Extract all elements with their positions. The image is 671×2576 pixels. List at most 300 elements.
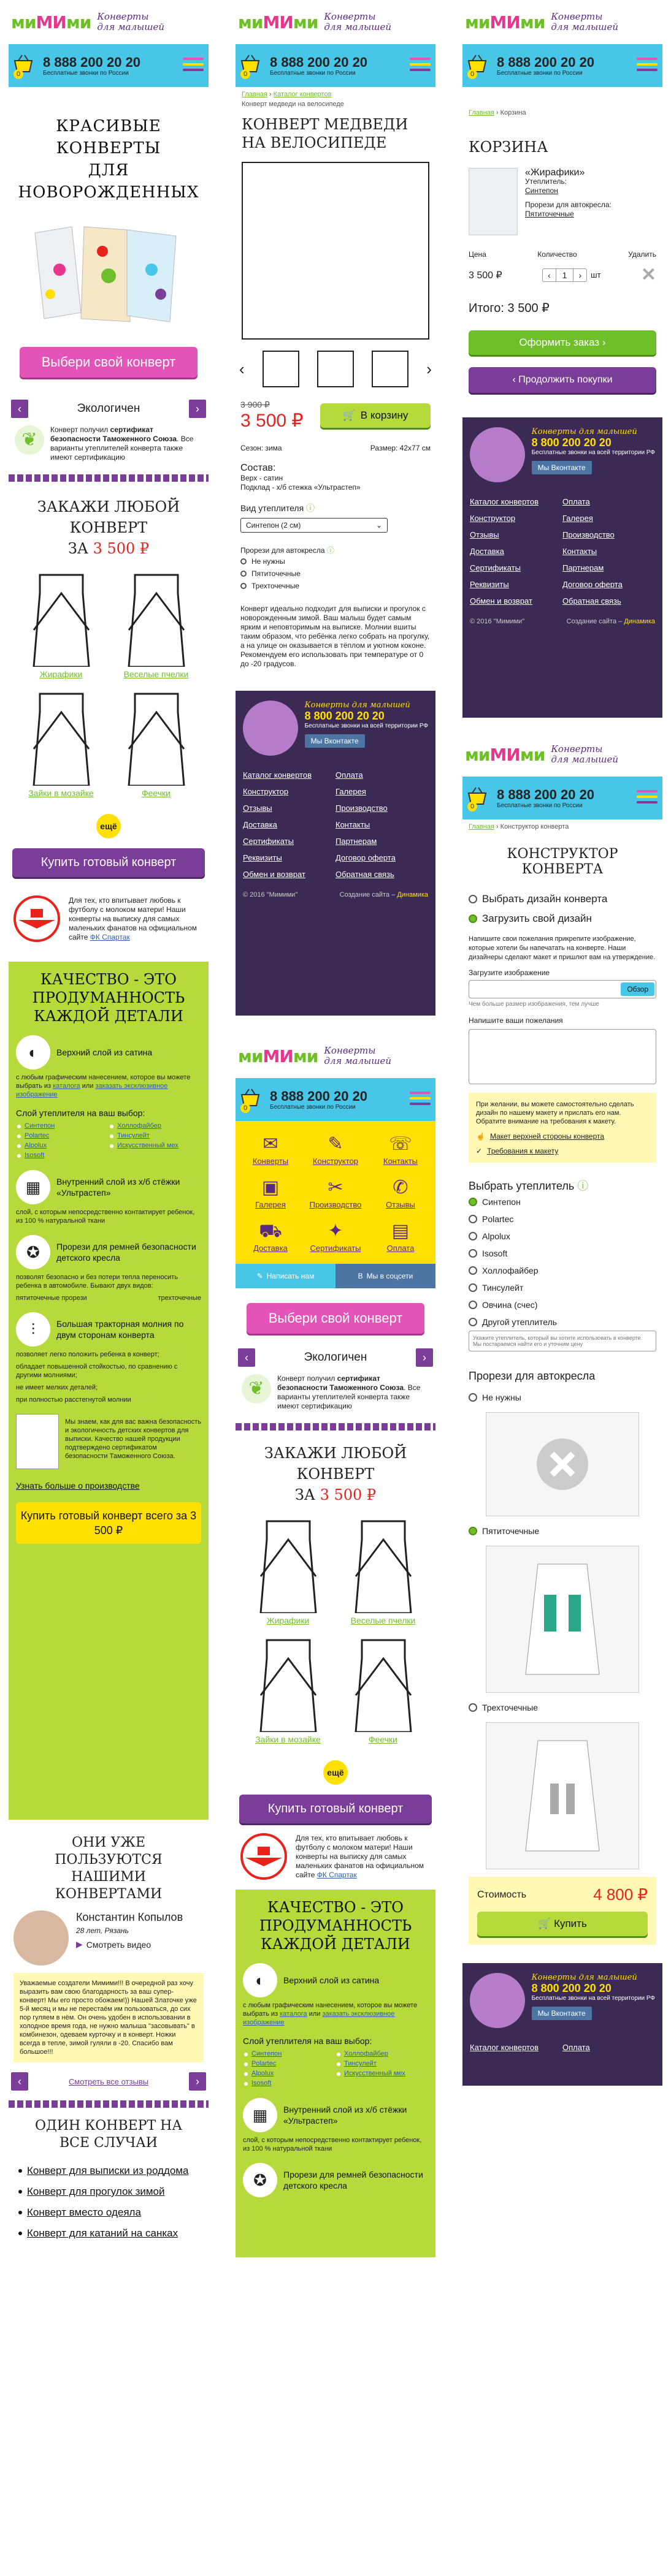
upload-hint: Чем больше размер изображения, тем лучше <box>469 1001 599 1008</box>
footer-phone-sub: Бесплатные звонки на всей территории РФ <box>531 1995 655 2002</box>
slot-radio[interactable]: Не нужны <box>469 1389 656 1406</box>
qty-increase[interactable]: › <box>578 270 582 280</box>
choose-envelope-button[interactable]: Выбери свой конверт <box>20 347 197 378</box>
footer-link[interactable]: Каталог конвертов <box>470 2043 539 2052</box>
feature-text: с любым графическим нанесением, которое вы можете выбрать из каталога или заказать эксклюзивное изображение <box>16 1074 191 1098</box>
footer-link[interactable]: Конструктор <box>243 787 289 796</box>
composition-title: Состав: <box>240 463 276 473</box>
footer-logo[interactable] <box>470 1973 525 2028</box>
menu-icon[interactable] <box>410 58 431 74</box>
buy-ready-button[interactable]: Купить готовый конверт <box>239 1795 432 1823</box>
eco-title: Экологичен <box>304 1351 367 1364</box>
slots-label: Прорези для автокресла ⓘ <box>240 546 334 555</box>
footer-brand: Конверты для малышей <box>531 427 637 436</box>
thumbnail[interactable] <box>317 351 354 387</box>
envelope-label[interactable]: Веселые пчелки <box>123 669 189 679</box>
site-header <box>462 0 662 87</box>
continue-shopping-button[interactable]: ‹ Продолжить покупки <box>469 367 656 393</box>
footer-link[interactable]: Доставка <box>470 547 504 556</box>
thumbnail[interactable] <box>372 351 408 387</box>
qty-decrease[interactable]: ‹ <box>548 270 551 280</box>
checkout-button[interactable]: Оформить заказ › <box>469 330 656 355</box>
quilt-icon: ▦ <box>16 1170 50 1204</box>
fill-item[interactable]: Alpolux <box>243 2069 336 2078</box>
footer-link[interactable]: Производство <box>562 530 615 539</box>
eco-prev-button[interactable]: ‹ <box>238 1348 255 1367</box>
menu-header <box>236 1034 435 1121</box>
catalog-link[interactable]: каталога <box>280 2010 307 2018</box>
cart-icon: 🛒 <box>538 1918 551 1929</box>
cert-text: Мы знаем, как для вас важна безопасность и экологичность детских конвертов для выписки. Качество нашей продукции подтверждено сертификатом безопасности Таможенного Союза. <box>65 1418 202 1460</box>
fill-radio[interactable]: Polartec <box>469 1210 656 1228</box>
envelope-card[interactable] <box>13 684 109 803</box>
fill-radio[interactable]: Isosoft <box>469 1245 656 1262</box>
upload-label: Загрузите изображение <box>469 968 550 977</box>
menu-icon[interactable] <box>183 58 204 74</box>
site-logo[interactable]: миМИми <box>465 12 545 32</box>
site-header <box>236 0 435 87</box>
footer-phone[interactable]: 8 800 200 20 20 <box>531 1982 612 1994</box>
fill-item[interactable]: Синтепон <box>16 1121 109 1131</box>
basket-icon[interactable] <box>466 53 491 78</box>
spartak-logo-icon <box>12 894 61 943</box>
fill-item[interactable]: Isosoft <box>243 2078 336 2088</box>
footer-link[interactable]: Партнерам <box>336 837 377 846</box>
cart-title: КОРЗИНА <box>469 139 548 156</box>
footer-link[interactable]: Обмен и возврат <box>243 870 305 879</box>
envelope-label[interactable]: Зайки в мозайке <box>255 1734 321 1744</box>
basket-icon[interactable] <box>239 1087 264 1112</box>
footer-phone[interactable]: 8 800 200 20 20 <box>531 436 612 449</box>
wallet-icon: ▤ <box>391 1221 410 1241</box>
check-icon: ✓ <box>476 1147 483 1155</box>
catalog-link[interactable]: каталога <box>53 1082 80 1090</box>
more-button[interactable]: ещё <box>96 814 121 838</box>
envelope-label[interactable]: Зайки в мозайке <box>28 788 94 798</box>
fill-label: Вид утеплителя ⓘ <box>240 503 315 513</box>
fill-radio[interactable]: Синтепон <box>469 1193 656 1210</box>
reviewer-meta: 28 лет, Рязань <box>76 1926 129 1935</box>
thumb-next-icon[interactable]: › <box>426 359 432 378</box>
all-reviews-link[interactable]: Смотреть все отзывы <box>68 2076 149 2086</box>
fill-item[interactable]: Холлофайбер <box>109 1121 201 1131</box>
truck-icon: ⛟ <box>259 1221 282 1241</box>
wishes-textarea[interactable] <box>469 1029 656 1084</box>
learn-more-link[interactable]: Узнать больше о производстве <box>16 1481 140 1491</box>
qty-unit: шт <box>591 270 601 279</box>
hand-icon: ☝ <box>476 1132 485 1141</box>
thumb-prev-icon[interactable]: ‹ <box>239 359 245 378</box>
footer-link[interactable]: Производство <box>336 804 388 813</box>
leaf-icon: ❦ <box>15 425 44 455</box>
eco-next-button[interactable]: › <box>416 1348 433 1367</box>
crumb-home[interactable]: Главная <box>242 91 267 98</box>
envelope-card[interactable] <box>109 684 204 803</box>
fill-radio[interactable]: Холлофайбер <box>469 1262 656 1279</box>
cart-icon: 🛒 <box>342 409 356 421</box>
other-fill-input[interactable]: Укажите утеплитель, который вы хотите использовать в конверте. Мы постараемся найти его и уточним цену <box>469 1331 656 1351</box>
cases-title: ОДИН КОНВЕРТ НА ВСЕ СЛУЧАИ <box>34 2118 183 2151</box>
spartak-link[interactable]: ФК Спартак <box>316 1870 357 1879</box>
vk-link[interactable]: Мы Вконтакте <box>532 461 592 474</box>
footer-link[interactable]: Партнерам <box>562 563 604 572</box>
basket-icon[interactable] <box>239 53 264 78</box>
certificate-icon <box>16 1414 59 1469</box>
footer-link[interactable]: Оплата <box>562 2043 590 2052</box>
footer-link[interactable]: Каталог конвертов <box>243 770 312 780</box>
cost-value: 4 800 ₽ <box>593 1885 648 1904</box>
basket-count: 0 <box>467 69 477 79</box>
upload-input[interactable] <box>469 980 656 998</box>
fill-radio[interactable]: Alpolux <box>469 1228 656 1245</box>
fill-item[interactable]: Синтепон <box>243 2049 336 2059</box>
site-footer <box>236 691 435 1016</box>
footer-phone[interactable]: 8 800 200 20 20 <box>304 710 385 722</box>
fill-select[interactable]: Синтепон (2 см) ⌄ <box>240 518 388 533</box>
menu-icon[interactable] <box>637 58 658 74</box>
footer-link[interactable]: Отзывы <box>470 530 499 539</box>
basket-icon[interactable] <box>466 786 491 810</box>
old-price: 3 900 ₽ <box>240 400 270 409</box>
chevron-down-icon: ⌄ <box>375 521 382 530</box>
buy-ready-button[interactable]: Купить готовый конверт <box>12 848 205 877</box>
envelope-card[interactable] <box>240 1630 336 1749</box>
copyright: © 2016 "Мимими" <box>243 891 298 899</box>
made-by: Создание сайта – Динамика <box>339 891 428 899</box>
tagline: Конверты для малышей <box>551 743 618 765</box>
buy-button[interactable]: 🛒 Купить <box>477 1912 648 1936</box>
footer-link[interactable]: Каталог конвертов <box>470 497 539 506</box>
footer-link[interactable]: Контакты <box>336 820 370 829</box>
site-logo[interactable]: миМИми <box>465 744 545 765</box>
reviews-prev-button[interactable]: ‹ <box>11 2072 28 2091</box>
slot-radio[interactable]: Трехточечные <box>240 580 431 592</box>
chevron-right-icon: › <box>602 336 606 348</box>
footer-brand: Конверты для малышей <box>531 1973 637 1982</box>
cart-item-name[interactable]: «Жирафики» <box>525 167 585 178</box>
hero-image <box>9 208 209 337</box>
fill-item[interactable]: Тинсулейт <box>336 2059 428 2069</box>
crumb-current: Корзина <box>500 109 526 116</box>
site-footer <box>462 1963 662 2086</box>
feature-list: пятиточечные прорези трехточечные <box>16 1294 201 1302</box>
envelope-card[interactable] <box>109 565 204 684</box>
vk-icon: В <box>358 1272 363 1280</box>
footer-link[interactable]: Контакты <box>562 547 597 556</box>
footer-link[interactable]: Реквизиты <box>243 853 282 862</box>
car-seat-icon: ✪ <box>243 2163 277 2197</box>
car-seat-icon: ✪ <box>16 1235 50 1269</box>
eco-prev-button[interactable]: ‹ <box>11 400 28 418</box>
fill-title: Слой утеплителя на ваш выбор: <box>16 1108 145 1118</box>
menu-tile[interactable]: ▤ Оплата <box>368 1214 433 1258</box>
footer-phone-sub: Бесплатные звонки на всей территории РФ <box>304 723 428 729</box>
menu-icon[interactable] <box>637 790 658 806</box>
crumb-current: Конверт медведи на велосипеде <box>242 101 344 108</box>
chat-icon: ✆ <box>393 1177 408 1198</box>
cart-item-fill: Синтепон <box>525 186 558 195</box>
browse-button[interactable]: Обзор <box>621 982 654 996</box>
qty-value[interactable]: 1 <box>556 269 574 281</box>
menu-tile[interactable]: ▣ Галерея <box>238 1171 303 1214</box>
basket-count: 0 <box>240 69 250 79</box>
slot-radio[interactable]: Пятиточечные <box>469 1522 656 1540</box>
vk-link[interactable]: Мы Вконтакте <box>305 734 365 748</box>
exclusive-link[interactable]: заказать эксклюзивное изображение <box>16 1082 168 1098</box>
phone-icon: ☏ <box>389 1134 412 1154</box>
header-phone[interactable]: 8 888 200 20 20 <box>497 786 595 802</box>
footer-logo[interactable] <box>470 427 525 482</box>
basket-icon[interactable] <box>12 53 37 78</box>
case-link[interactable]: Конверт вместо одеяла <box>18 2202 199 2223</box>
footer-logo[interactable] <box>243 701 298 756</box>
composition-item: Верх - сатин <box>240 474 283 482</box>
case-link[interactable]: Конверт для прогулок зимой <box>18 2181 199 2202</box>
header-phone-sub: Бесплатные звонки по России <box>497 802 583 809</box>
site-logo[interactable]: миМИми <box>238 12 318 32</box>
menu-tile[interactable]: ✆ Отзывы <box>368 1171 433 1214</box>
feature-list-item: при полностью расстегнутой молнии <box>16 1396 131 1404</box>
header-phone[interactable]: 8 888 200 20 20 <box>270 54 368 70</box>
remove-icon[interactable]: ✕ <box>640 265 656 285</box>
site-header <box>462 732 662 819</box>
footer-link[interactable]: Обратная связь <box>336 870 394 879</box>
breadcrumb: Главная › Каталог конвертов Конверт медведи на велосипеде <box>236 87 435 112</box>
fill-radio[interactable]: Овчина (счес) <box>469 1296 656 1313</box>
envelope-card[interactable] <box>13 565 109 684</box>
divider <box>9 474 209 482</box>
buy-ready-price-button[interactable]: Купить готовый конверт всего за 3 500 ₽ <box>16 1502 201 1544</box>
header-phone[interactable]: 8 888 200 20 20 <box>270 1088 368 1104</box>
header-phone[interactable]: 8 888 200 20 20 <box>497 54 595 70</box>
info-icon[interactable]: ⓘ <box>306 503 315 513</box>
site-footer <box>462 417 662 718</box>
menu-tile[interactable]: ✂ Производство <box>303 1171 368 1214</box>
footer-brand: Конверты для малышей <box>304 701 410 710</box>
quality-title: КАЧЕСТВО - ЭТО ПРОДУМАННОСТЬ КАЖДОЙ ДЕТАЛИ <box>259 1899 412 1953</box>
footer-link[interactable]: Оплата <box>562 497 590 506</box>
envelope-icon: ✉ <box>263 1134 278 1154</box>
slot-radio[interactable]: Не нужны <box>240 555 431 568</box>
mobile-menu-tiles <box>236 1121 435 1264</box>
basket-count: 0 <box>240 1103 250 1113</box>
copyright: © 2016 "Мимими" <box>470 618 525 625</box>
info-icon[interactable]: ⓘ <box>326 546 334 555</box>
composition-item: Подклад - х/б стежка «Ультрастеп» <box>240 483 361 492</box>
header-phone-sub: Бесплатные звонки по России <box>270 69 356 77</box>
hero-title: КРАСИВЫЕ КОНВЕРТЫ ДЛЯ НОВОРОЖДЕННЫХ <box>18 117 199 202</box>
quilt-icon: ▦ <box>243 2098 277 2132</box>
fill-radio[interactable]: Другой утеплитель <box>469 1313 656 1331</box>
add-to-cart-button[interactable]: 🛒 В корзину <box>320 403 431 428</box>
feature-text: слой, с которым непосредственно контактирует ребенок, из 100 % натуральной ткани <box>16 1209 195 1225</box>
cart-price: 3 500 ₽ <box>469 270 502 281</box>
footer-links <box>470 493 655 609</box>
choose-design-radio[interactable]: Выбрать дизайн конверта <box>469 889 656 909</box>
fabric-icon: ◐ <box>16 1035 50 1070</box>
eco-next-button[interactable]: › <box>189 400 206 418</box>
spartak-text: Для тех, кто впитывает любовь к футболу с молоком матери! Наши конверты на выписку для самых маленьких фанатов на официальном сайте ФК Спартак <box>69 895 197 941</box>
quality-block <box>236 1890 435 2257</box>
footer-link[interactable]: Реквизиты <box>470 580 509 589</box>
slot-preview <box>486 1546 639 1693</box>
season: Сезон: зима <box>240 444 282 452</box>
product-price: 3 500 ₽ <box>240 411 304 431</box>
fill-item[interactable]: Alpolux <box>16 1141 109 1150</box>
feature-text: позволят безопасно и без потери тепла переносить ребенка в автомобиле. Бывают двух видов: <box>16 1274 178 1290</box>
header-phone[interactable]: 8 888 200 20 20 <box>43 54 141 70</box>
certificate-icon: ✦ <box>328 1221 343 1241</box>
menu-tile[interactable]: ✉ Конверты <box>238 1127 303 1171</box>
menu-icon[interactable] <box>410 1092 431 1108</box>
play-icon: ▶ <box>76 1939 83 1949</box>
footer-link[interactable]: Доставка <box>243 820 277 829</box>
reviews-next-button[interactable]: › <box>189 2072 206 2091</box>
menu-tile[interactable]: ✎ Конструктор <box>303 1127 368 1171</box>
basket-count: 0 <box>13 69 23 79</box>
crumb-home[interactable]: Главная <box>469 823 494 830</box>
vk-link[interactable]: Мы Вконтакте <box>532 2007 592 2020</box>
wishes-label: Напишите ваши пожелания <box>469 1016 563 1025</box>
fill-item[interactable]: Искусственный мех <box>336 2069 428 2078</box>
header-phone-sub: Бесплатные звонки по России <box>43 69 129 77</box>
envelope-card[interactable] <box>240 1511 336 1630</box>
footer-link[interactable]: Сертификаты <box>470 563 521 572</box>
reviewer-name: Константин Копылов <box>76 1911 183 1923</box>
exclusive-link[interactable]: заказать эксклюзивное изображение <box>243 2010 395 2026</box>
envelope-grid <box>9 559 209 809</box>
cart-page: миМИми Конверты для малышей 0 8 888 200 20 20 Бесплатные звонки по России Главная › Корзина КОРЗИНА «Жирафики» Утеплитель: Синтепон Прорези для автокресла: Пятиточечные Цена Количество Удалить 3 500 ₽ ‹ 1 › шт ✕ Итого: 3 500 ₽ Оформить заказ › ‹ Продолжить покупки Конверты для малышей 8 800 200 20 20 Бесплатные звонки на всей территории РФ Мы Вконтакте Каталог конвертов Оплата Конструктор Галерея Отзывы Производство Доставка Контакты Сертификаты Партнерам Реквизиты Договор оферта Обмен и возврат Обратная связь © 2016 "Мимими" Создание сайта – Динамика миМИми Конверты для малышей 0 8 888 200 20 20 Бесплатные звонки по России Главная › Конструктор конверта КОНСТРУКТОР КОНВЕРТА Выбрать дизайн конверта Загрузить свой дизайн Напишите свои пожелания прикрепите изображение, которые хотели бы напечатать на конверте. Наши дизайнеры сделают макет и пришлют вам на утверждение. Загрузите изображение Обзор Чем больше размер изображения, тем лучше Напишите ваши пожелания При желании, вы можете самостоятельно сделать дизайн по нашему макету и прислать его нам. Обратите внимание на требования к макету. ☝ Макет верхней стороны конверта ✓ Требования к макету Выбрать утеплитель ⓘ Синтепон Polartec Alpolux Isosoft Холлофайбер Тинсулейт Овчина (счес) Другой утеплитель Укажите утеплитель, который вы хотите использовать в конверте. Мы постараемся найти его и уточним цену Прорези для автокресла Не нужны Пятиточечные Трехточечные Стоимость 4 800 ₽ 🛒 Купить Конверты для малышей 8 800 200 20 20 Бесплатные звонки на всей территории РФ Мы Вконтакте Каталог конвертов Оплата <box>462 0 662 2576</box>
footer-link[interactable]: Конструктор <box>470 514 516 523</box>
fabric-icon: ◐ <box>243 1963 277 1997</box>
constructor-title: КОНСТРУКТОР КОНВЕРТА <box>507 846 618 877</box>
envelope-label[interactable]: Феечки <box>369 1734 397 1744</box>
social-button[interactable]: В Мы в соцсети <box>336 1264 435 1288</box>
footer-link[interactable]: Сертификаты <box>243 837 294 846</box>
thumbnail[interactable] <box>263 351 299 387</box>
site-header <box>9 0 209 87</box>
envelope-card[interactable] <box>336 1511 431 1630</box>
envelope-label[interactable]: Жирафики <box>266 1616 310 1625</box>
choose-envelope-button[interactable]: Выбери свой конверт <box>247 1303 424 1334</box>
write-us-button[interactable]: ✎ Написать нам <box>236 1264 336 1288</box>
footer-link[interactable]: Обмен и возврат <box>470 596 532 606</box>
tagline: Конверты для малышей <box>324 1045 391 1066</box>
fill-item[interactable]: Isosoft <box>16 1150 109 1160</box>
footer-link[interactable]: Галерея <box>562 514 593 523</box>
feature-title: Верхний слой из сатина <box>56 1047 153 1057</box>
leaf-icon: ❦ <box>242 1374 271 1404</box>
order-title: ЗАКАЖИ ЛЮБОЙ КОНВЕРТ ЗА 3 500 ₽ <box>264 1445 407 1503</box>
slots-title: Прорези для автокресла <box>469 1370 596 1382</box>
home-page <box>9 0 209 2576</box>
basket-count: 0 <box>467 802 477 811</box>
fill-item[interactable]: Искусственный мех <box>109 1141 201 1150</box>
footer-phone-sub: Бесплатные звонки на всей территории РФ <box>531 449 655 456</box>
cases-list <box>9 2160 209 2244</box>
slot-radio[interactable]: Трехточечные <box>469 1699 656 1716</box>
quality-block <box>9 962 209 1820</box>
crumb-home[interactable]: Главная <box>469 109 494 116</box>
fill-item[interactable]: Тинсулейт <box>109 1131 201 1141</box>
cost-box: Стоимость 4 800 ₽ 🛒 Купить <box>469 1877 656 1945</box>
menu-tile[interactable]: ☏ Контакты <box>368 1127 433 1171</box>
feature-title: Внутренний слой из х/б стёжки «Ультрастеп» <box>283 2105 407 2126</box>
envelope-card[interactable] <box>336 1630 431 1749</box>
upload-design-radio[interactable]: Загрузить свой дизайн <box>469 909 656 929</box>
footer-link[interactable]: Отзывы <box>243 804 272 813</box>
footer-link[interactable]: Галерея <box>336 787 366 796</box>
site-logo[interactable]: миМИми <box>11 12 91 32</box>
footer-link[interactable]: Договор оферта <box>336 853 396 862</box>
fill-item[interactable]: Polartec <box>243 2059 336 2069</box>
envelope-label[interactable]: Жирафики <box>39 669 83 679</box>
social-bar <box>236 1264 435 1288</box>
fill-radio[interactable]: Тинсулейт <box>469 1279 656 1296</box>
qty-stepper[interactable] <box>542 268 587 282</box>
header-phone-sub: Бесплатные звонки по России <box>270 1103 356 1111</box>
site-logo[interactable]: миМИми <box>238 1046 318 1066</box>
crumb-catalog[interactable]: Каталог конвертов <box>273 91 332 98</box>
header-phone-sub: Бесплатные звонки по России <box>497 69 583 77</box>
spartak-text: Для тех, кто впитывает любовь к футболу с молоком матери! Наши конверты на выписку для самых маленьких фанатов на официальном сайте ФК Спартак <box>296 1833 424 1879</box>
eco-text: Конверт получил сертификат безопасности Таможенного Союза. Все варианты утеплителей конверта также имеют сертификацию <box>50 425 194 462</box>
brush-icon: ✎ <box>328 1134 343 1154</box>
product-page <box>236 0 435 2576</box>
feature-title: Верхний слой из сатина <box>283 1975 380 1985</box>
product-title: КОНВЕРТ МЕДВЕДИ НА ВЕЛОСИПЕДЕ <box>242 116 408 151</box>
envelope-grid <box>236 1505 435 1755</box>
slot-radio[interactable]: Пятиточечные <box>240 568 431 580</box>
fill-item[interactable]: Холлофайбер <box>336 2049 428 2059</box>
size: Размер: 42х77 см <box>370 444 431 452</box>
case-link[interactable]: Конверт для выписки из роддома <box>18 2160 199 2181</box>
case-link[interactable]: Конверт для катаний на санках <box>18 2223 199 2244</box>
feature-title: Большая тракторная молния по двум сторонам конверта <box>56 1319 184 1340</box>
fill-title: Выбрать утеплитель ⓘ <box>469 1180 589 1192</box>
watch-video-link[interactable]: ▶ Смотреть видео <box>76 1939 151 1950</box>
eco-text: Конверт получил сертификат безопасности Таможенного Союза. Все варианты утеплителей конверта также имеют сертификацию <box>277 1374 421 1410</box>
feature-title: Внутренний слой из х/б стёжки «Ультрастеп» <box>56 1177 180 1198</box>
sewing-icon: ✂ <box>328 1177 343 1198</box>
requirements-link[interactable]: ✓ Требования к макету <box>476 1147 559 1155</box>
feature-title: Прорези для ремней безопасности детского кресла <box>56 1242 196 1263</box>
footer-link[interactable]: Обратная связь <box>562 596 621 606</box>
pen-icon: ✎ <box>256 1272 263 1280</box>
feature-list-item: не имеет мелких деталей; <box>16 1384 98 1391</box>
footer-link[interactable]: Оплата <box>336 770 363 780</box>
slot-preview <box>486 1412 639 1516</box>
envelope-label[interactable]: Феечки <box>142 788 171 798</box>
footer-links <box>243 767 428 883</box>
mockup-link[interactable]: ☝ Макет верхней стороны конверта <box>476 1132 605 1141</box>
menu-tile[interactable]: ✦ Сертификаты <box>303 1214 368 1258</box>
order-title: ЗАКАЖИ ЛЮБОЙ КОНВЕРТ ЗА 3 500 ₽ <box>37 498 180 557</box>
fill-item[interactable]: Polartec <box>16 1131 109 1141</box>
breadcrumb: Главная › Конструктор конверта <box>469 823 569 830</box>
footer-link[interactable]: Договор оферта <box>562 580 623 589</box>
reviews-title: ОНИ УЖЕ ПОЛЬЗУЮТСЯ НАШИМИ КОНВЕРТАМИ <box>55 1835 163 1902</box>
feature-text: слой, с которым непосредственно контактирует ребенок, из 100 % натуральной ткани <box>243 2137 422 2152</box>
tagline: Конверты для малышей <box>324 11 391 32</box>
spartak-logo-icon <box>239 1832 288 1881</box>
avatar <box>13 1910 69 1966</box>
menu-tile[interactable]: ⛟ Доставка <box>238 1214 303 1258</box>
info-icon[interactable]: ⓘ <box>577 1180 589 1192</box>
envelope-label[interactable]: Веселые пчелки <box>350 1616 416 1625</box>
more-button[interactable]: ещё <box>323 1760 348 1785</box>
spartak-link[interactable]: ФК Спартак <box>90 932 130 941</box>
